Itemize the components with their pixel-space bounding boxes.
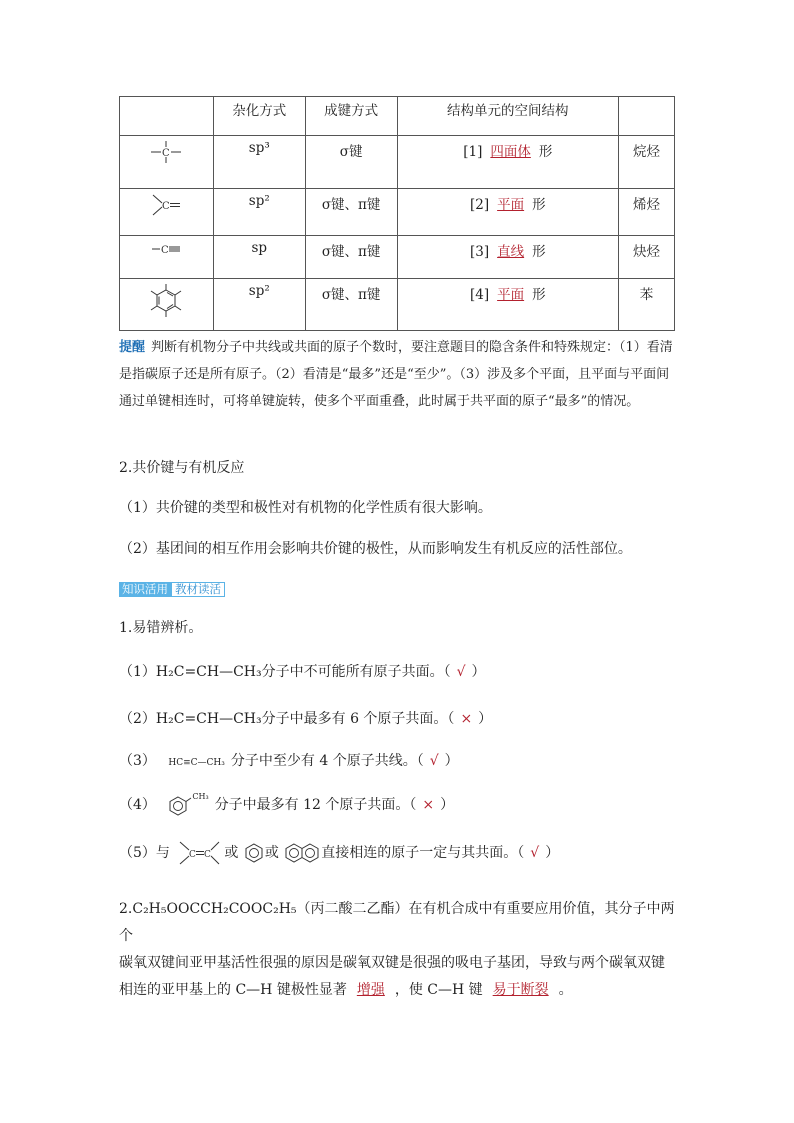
cross-mark: × xyxy=(460,711,473,727)
question-2 xyxy=(119,896,679,1004)
bond-cell: σ键、π键 xyxy=(305,279,397,331)
table-header-row xyxy=(120,97,675,136)
structure-cell xyxy=(120,189,214,236)
bond-cell: σ键、π键 xyxy=(305,236,397,279)
class-cell: 炔烃 xyxy=(619,236,675,279)
alkyne-carbon-icon xyxy=(149,240,183,258)
item-close: ） xyxy=(471,664,486,680)
question-item xyxy=(119,838,559,868)
question-item xyxy=(119,792,454,818)
hybrid-cell: sp xyxy=(213,236,305,279)
badge-knowledge: 知识活用 xyxy=(119,582,171,597)
item-number: （4） xyxy=(119,797,156,813)
naphthalene-icon xyxy=(283,842,321,864)
shape-cell xyxy=(397,236,619,279)
hybrid-cell: sp² xyxy=(213,279,305,331)
hybrid-cell: sp² xyxy=(213,189,305,236)
tip-paragraph xyxy=(119,334,679,415)
header-cell: 杂化方式 xyxy=(213,97,305,136)
item-number: （5）与 xyxy=(119,845,170,861)
q2-text: ，使 C—H 键 xyxy=(394,982,483,998)
shape-cell xyxy=(397,279,619,331)
alkene-carbon-icon xyxy=(149,193,183,217)
tip-tag: 提醒 xyxy=(119,340,146,355)
shape-suffix: 形 xyxy=(532,244,546,260)
q2-line xyxy=(119,977,679,1004)
svg-text:C: C xyxy=(162,201,171,212)
svg-text:C: C xyxy=(161,245,170,256)
svg-text:C: C xyxy=(204,850,212,860)
shape-cell xyxy=(397,136,619,189)
answer-blank: 增强 xyxy=(356,982,385,998)
benzene-icon xyxy=(243,842,265,864)
propyne-formula: HC≡C—CH₃ xyxy=(168,758,225,768)
item-text: 直接相连的原子一定与其共面。（ xyxy=(321,845,525,861)
header-cell xyxy=(120,97,214,136)
shape-prefix: [1] xyxy=(463,144,483,160)
structure-cell xyxy=(120,236,214,279)
shape-prefix: [2] xyxy=(469,197,490,213)
bond-cell: σ键、π键 xyxy=(305,189,397,236)
table-row xyxy=(120,189,675,236)
tip-text: 判断有机物分子中共线或共面的原子个数时，要注意题目的隐含条件和特殊规定：（1）看清是指碳原子还是所有原子。（2）看清是“最多”还是“至少”。（3）涉及多个平面，且平面与平面间通过单键相连时，可将单键旋转，使多个平面重叠，此时属于共平面的原子“最多”的情况。 xyxy=(119,340,673,409)
cross-mark: × xyxy=(422,797,435,813)
hybrid-cell: sp³ xyxy=(213,136,305,189)
structure-cell xyxy=(120,136,214,189)
alkane-carbon-icon xyxy=(149,140,183,164)
question-item xyxy=(119,708,492,728)
shape-cell xyxy=(397,189,619,236)
item-close: ） xyxy=(440,797,455,813)
section-title: 2.共价键与有机反应 xyxy=(119,460,245,476)
item-text: 分子中最多有 12 个原子共面。（ xyxy=(214,797,417,813)
check-mark: √ xyxy=(456,664,466,680)
bond-cell: σ键 xyxy=(305,136,397,189)
q2-text: 。 xyxy=(558,982,573,998)
alkene-skeleton-icon xyxy=(176,838,222,868)
question-item xyxy=(119,661,486,681)
hybridization-table xyxy=(119,96,675,331)
item-text: 分子中至少有 4 个原子共线。（ xyxy=(230,753,424,769)
shape-answer: 四面体 xyxy=(490,144,531,160)
header-cell: 结构单元的空间结构 xyxy=(397,97,619,136)
item-number: （3） xyxy=(119,753,156,769)
class-cell: 烷烃 xyxy=(619,136,675,189)
table-row xyxy=(120,279,675,331)
structure-cell xyxy=(120,279,214,331)
item-text: （2）H₂C=CH—CH₃分子中最多有 6 个原子共面。（ xyxy=(119,711,455,727)
class-cell: 苯 xyxy=(619,279,675,331)
question-title: 1.易错辨析。 xyxy=(119,620,203,636)
shape-suffix: 形 xyxy=(532,287,546,303)
class-cell: 烯烃 xyxy=(619,189,675,236)
q2-line: 2.C₂H₅OOCCH₂COOC₂H₅（丙二酸二乙酯）在有机合成中有重要应用价值，其分子中两个 xyxy=(119,901,675,944)
q2-text: 相连的亚甲基上的 C—H 键极性显著 xyxy=(119,982,347,998)
shape-suffix: 形 xyxy=(532,197,546,213)
header-cell: 成键方式 xyxy=(305,97,397,136)
check-mark: √ xyxy=(530,845,540,861)
table-row xyxy=(120,136,675,189)
shape-prefix: [3] xyxy=(469,244,490,260)
item-close: ） xyxy=(545,845,560,861)
benzene-ring-icon xyxy=(146,283,186,319)
q2-line: 碳氧双键间亚甲基活性很强的原因是碳氧双键是很强的吸电子基团，导致与两个碳氧双键 xyxy=(119,955,665,971)
item-close: ） xyxy=(444,753,459,769)
shape-answer: 平面 xyxy=(497,197,525,213)
section-paragraph: （1）共价键的类型和极性对有机物的化学性质有很大影响。 xyxy=(119,500,492,516)
header-cell xyxy=(619,97,675,136)
item-close: ） xyxy=(478,711,493,727)
badge-textbook: 教材读活 xyxy=(171,582,225,597)
shape-answer: 平面 xyxy=(497,287,525,303)
svg-text:C: C xyxy=(162,148,171,159)
check-mark: √ xyxy=(429,753,439,769)
toluene-icon xyxy=(166,792,192,818)
question-item xyxy=(119,750,459,770)
shape-answer: 直线 xyxy=(497,244,525,260)
table-row xyxy=(120,236,675,279)
badge-group xyxy=(119,578,225,597)
item-or: 或 xyxy=(224,845,239,861)
item-text: （1）H₂C=CH—CH₃分子中不可能所有原子共面。（ xyxy=(119,664,451,680)
svg-text:C: C xyxy=(189,850,197,860)
item-or: 或 xyxy=(264,845,279,861)
shape-prefix: [4] xyxy=(469,287,490,303)
toluene-methyl-label: CH₃ xyxy=(192,792,209,801)
shape-suffix: 形 xyxy=(538,144,553,160)
section-paragraph: （2）基团间的相互作用会影响共价键的极性，从而影响发生有机反应的活性部位。 xyxy=(119,541,632,557)
answer-blank: 易于断裂 xyxy=(492,982,549,998)
